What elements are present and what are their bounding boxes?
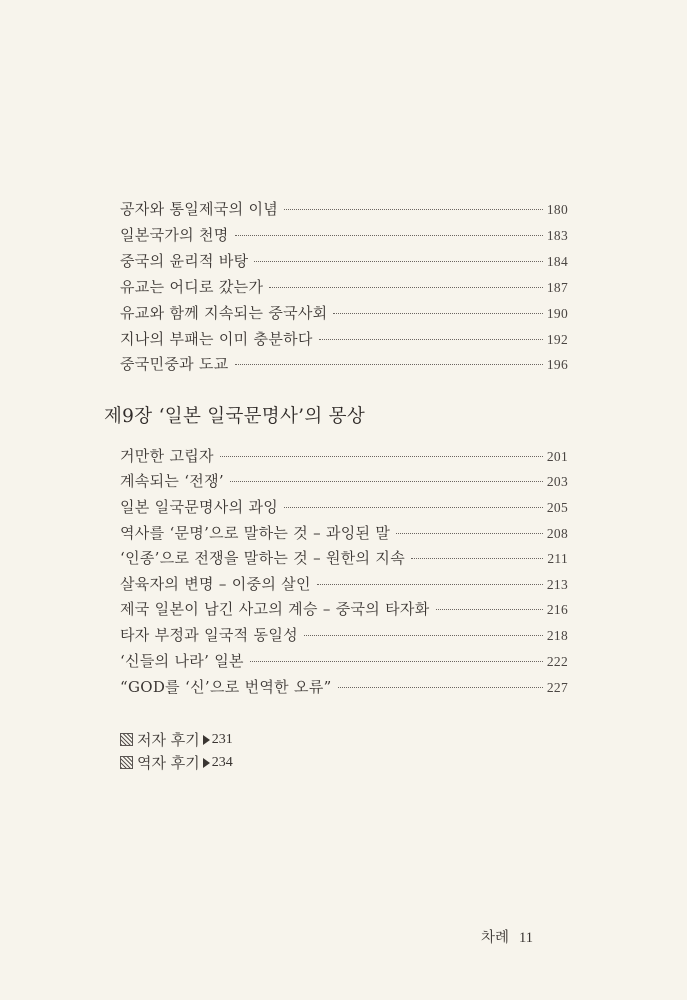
back-matter-page: 231 bbox=[211, 731, 233, 747]
toc-entry-title: 일본국가의 천명 bbox=[120, 226, 229, 244]
toc-page-number: 203 bbox=[546, 474, 568, 489]
back-matter-item bbox=[120, 752, 233, 773]
toc-page-number: 208 bbox=[546, 526, 568, 541]
toc-entry-title: 공자와 통일제국의 이념 bbox=[120, 200, 279, 218]
back-matter-page: 234 bbox=[211, 754, 233, 770]
toc-entry-title: 일본 일국문명사의 과잉 bbox=[120, 498, 279, 516]
back-matter-title: 저자 후기 bbox=[137, 731, 200, 749]
toc-page-number: 187 bbox=[546, 280, 568, 295]
dot-leader bbox=[235, 235, 543, 236]
toc-entry-title: 중국민중과 도교 bbox=[120, 355, 229, 373]
toc-row bbox=[120, 250, 568, 276]
dot-leader bbox=[411, 558, 543, 559]
toc-page-number: 196 bbox=[546, 357, 568, 372]
folio-label: 차례 bbox=[481, 930, 510, 946]
dot-leader bbox=[254, 261, 542, 262]
toc-page-number: 192 bbox=[546, 332, 568, 347]
toc-page-number: 211 bbox=[547, 551, 568, 566]
back-matter-title: 역자 후기 bbox=[137, 754, 200, 772]
toc-page-number: 213 bbox=[546, 577, 568, 592]
toc-page-number: 183 bbox=[546, 228, 568, 243]
toc-row bbox=[120, 353, 568, 379]
dot-leader bbox=[333, 313, 542, 314]
dot-leader bbox=[319, 339, 543, 340]
right-triangle-icon bbox=[203, 758, 210, 768]
dot-leader bbox=[284, 209, 543, 210]
toc-entry-title: “GOD를 ‘신’으로 번역한 오류” bbox=[120, 678, 332, 696]
toc-entry-title: 유교와 함께 지속되는 중국사회 bbox=[120, 304, 328, 322]
toc-entry-title: 역사를 ‘문명’으로 말하는 것 – 과잉된 말 bbox=[120, 524, 391, 542]
dot-leader bbox=[436, 609, 543, 610]
toc-entry-title: ‘인종’으로 전쟁을 말하는 것 – 원한의 지속 bbox=[120, 549, 405, 567]
toc-entry-title: 타자 부정과 일국적 동일성 bbox=[120, 626, 298, 644]
toc-row bbox=[120, 676, 568, 702]
toc-row bbox=[120, 650, 568, 676]
dot-leader bbox=[317, 584, 543, 585]
page-folio bbox=[481, 926, 533, 947]
toc-entry-title: 중국의 윤리적 바탕 bbox=[120, 252, 249, 270]
toc-row bbox=[120, 328, 568, 354]
toc-entry-title: 제국 일본이 남긴 사고의 계승 – 중국의 타자화 bbox=[120, 600, 430, 618]
toc-row bbox=[120, 496, 568, 522]
toc-row bbox=[120, 598, 568, 624]
toc-row bbox=[120, 445, 568, 471]
toc-row bbox=[120, 624, 568, 650]
toc-entry-title: 살육자의 변명 – 이중의 살인 bbox=[120, 575, 311, 593]
toc-row bbox=[120, 522, 568, 548]
toc-row bbox=[120, 276, 568, 302]
toc-page-number: 201 bbox=[546, 449, 568, 464]
chapter-heading: 제9장 ‘일본 일국문명사’의 몽상 bbox=[104, 406, 366, 427]
dot-leader bbox=[250, 661, 543, 662]
dot-leader bbox=[304, 635, 543, 636]
toc-page-number: 227 bbox=[546, 680, 568, 695]
dot-leader bbox=[284, 507, 543, 508]
toc-row bbox=[120, 470, 568, 496]
right-triangle-icon bbox=[203, 735, 210, 745]
dot-leader bbox=[235, 364, 543, 365]
dot-leader bbox=[230, 481, 543, 482]
hatched-box-icon bbox=[120, 733, 133, 746]
toc-row bbox=[120, 547, 568, 573]
dot-leader bbox=[338, 687, 543, 688]
toc-page-number: 205 bbox=[546, 500, 568, 515]
toc-entry-title: 지나의 부패는 이미 충분하다 bbox=[120, 330, 313, 348]
folio-page-number: 11 bbox=[519, 930, 533, 946]
toc-row bbox=[120, 198, 568, 224]
toc-page-number: 184 bbox=[546, 254, 568, 269]
dot-leader bbox=[220, 456, 543, 457]
hatched-box-icon bbox=[120, 756, 133, 769]
dot-leader bbox=[396, 533, 543, 534]
toc-row bbox=[120, 573, 568, 599]
toc-page-number: 222 bbox=[546, 654, 568, 669]
toc-entry-title: 거만한 고립자 bbox=[120, 447, 214, 465]
toc-page-number: 218 bbox=[546, 628, 568, 643]
toc-page-number: 180 bbox=[546, 202, 568, 217]
toc-page-number: 216 bbox=[546, 602, 568, 617]
dot-leader bbox=[269, 287, 543, 288]
toc-entry-title: 계속되는 ‘전쟁’ bbox=[120, 472, 224, 490]
back-matter-item bbox=[120, 729, 233, 750]
toc-page-number: 190 bbox=[546, 306, 568, 321]
toc-entry-title: 유교는 어디로 갔는가 bbox=[120, 278, 264, 296]
toc-row bbox=[120, 224, 568, 250]
toc-entry-title: ‘신들의 나라’ 일본 bbox=[120, 652, 244, 670]
toc-row bbox=[120, 302, 568, 328]
